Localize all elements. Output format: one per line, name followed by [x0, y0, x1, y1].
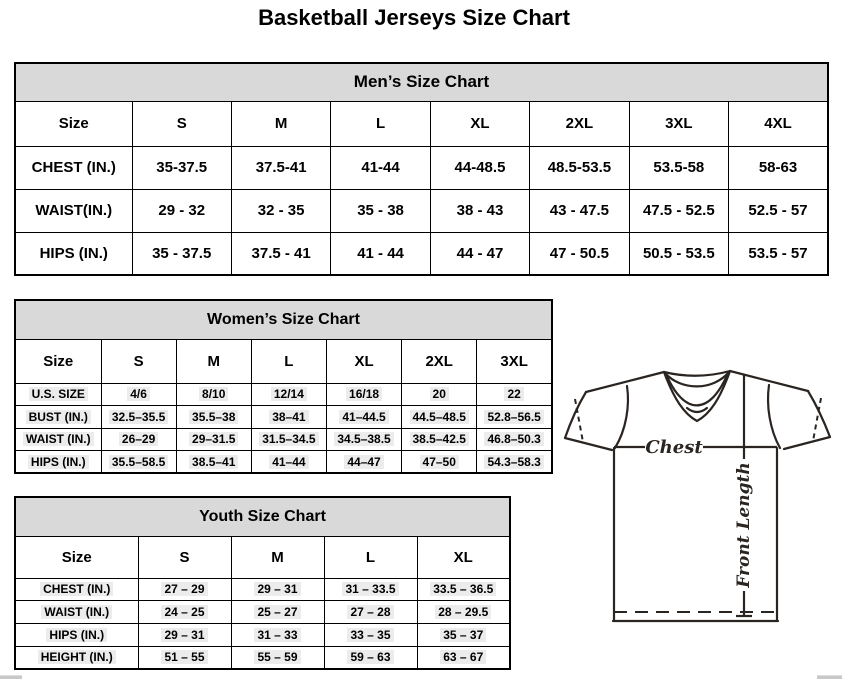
- size-range-cell: 35 - 38: [331, 189, 430, 232]
- size-column-header: M: [231, 101, 330, 146]
- size-column-header: S: [132, 101, 231, 146]
- size-range-cell: 16/18: [326, 383, 401, 406]
- size-column-header: XL: [417, 536, 510, 578]
- size-range-cell: 31.5–34.5: [251, 428, 326, 451]
- size-range-cell: 41–44: [251, 451, 326, 474]
- youth-table-title: Youth Size Chart: [15, 497, 510, 536]
- size-range-cell: 8/10: [176, 383, 251, 406]
- size-column-corner-header: Size: [15, 339, 101, 383]
- size-range-cell: 26–29: [101, 428, 176, 451]
- size-range-cell: 38.5–42.5: [402, 428, 477, 451]
- size-column-header: 3XL: [477, 339, 552, 383]
- scrollbar-fragment-left[interactable]: [0, 675, 22, 679]
- size-range-cell: 33 – 35: [324, 623, 417, 646]
- size-range-cell: 20: [402, 383, 477, 406]
- size-range-cell: 44-48.5: [430, 146, 529, 189]
- scrollbar-fragment-right[interactable]: [817, 675, 842, 679]
- size-range-cell: 4/6: [101, 383, 176, 406]
- size-range-cell: 47.5 - 52.5: [629, 189, 728, 232]
- size-range-cell: 63 – 67: [417, 646, 510, 669]
- size-range-cell: 29–31.5: [176, 428, 251, 451]
- size-range-cell: 29 – 31: [231, 578, 324, 601]
- mens-size-table: [14, 62, 829, 276]
- size-range-cell: 41 - 44: [331, 232, 430, 275]
- size-range-cell: 35 – 37: [417, 623, 510, 646]
- measurement-row: [15, 232, 828, 275]
- size-column-header: XL: [430, 101, 529, 146]
- jersey-outline: [565, 371, 830, 621]
- measurement-row-label: HIPS (IN.): [15, 232, 132, 275]
- size-column-header: S: [138, 536, 231, 578]
- right-cuff-dashed-line: [813, 398, 821, 441]
- table-title-row: [15, 300, 552, 339]
- size-range-cell: 51 – 55: [138, 646, 231, 669]
- size-column-header: 2XL: [530, 101, 629, 146]
- measurement-row: [15, 428, 552, 451]
- jersey-measurement-diagram: [556, 358, 843, 633]
- size-range-cell: 31 – 33.5: [324, 578, 417, 601]
- size-column-header: 4XL: [729, 101, 828, 146]
- size-column-header: S: [101, 339, 176, 383]
- size-range-cell: 35-37.5: [132, 146, 231, 189]
- size-range-cell: 34.5–38.5: [326, 428, 401, 451]
- measurement-row: [15, 601, 510, 624]
- size-range-cell: 44 - 47: [430, 232, 529, 275]
- column-header-row: [15, 101, 828, 146]
- size-range-cell: 48.5-53.5: [530, 146, 629, 189]
- size-column-header: M: [231, 536, 324, 578]
- size-range-cell: 44–47: [326, 451, 401, 474]
- measurement-row-label: CHEST (IN.): [15, 578, 138, 601]
- measurement-row-label: WAIST (IN.): [15, 428, 101, 451]
- measurement-row-label: HEIGHT (IN.): [15, 646, 138, 669]
- measurement-row: [15, 406, 552, 429]
- measurement-row: [15, 383, 552, 406]
- size-range-cell: 59 – 63: [324, 646, 417, 669]
- size-range-cell: 54.3–58.3: [477, 451, 552, 474]
- mens-table-title: Men’s Size Chart: [15, 63, 828, 101]
- size-range-cell: 32 - 35: [231, 189, 330, 232]
- size-range-cell: 29 - 32: [132, 189, 231, 232]
- size-range-cell: 44.5–48.5: [402, 406, 477, 429]
- size-column-corner-header: Size: [15, 536, 138, 578]
- size-range-cell: 41–44.5: [326, 406, 401, 429]
- measurement-row: [15, 623, 510, 646]
- measurement-row: [15, 646, 510, 669]
- size-range-cell: 55 – 59: [231, 646, 324, 669]
- measurement-row: [15, 189, 828, 232]
- size-column-header: L: [331, 101, 430, 146]
- size-range-cell: 37.5 - 41: [231, 232, 330, 275]
- measurement-row-label: WAIST (IN.): [15, 601, 138, 624]
- size-range-cell: 38.5–41: [176, 451, 251, 474]
- size-column-corner-header: Size: [15, 101, 132, 146]
- size-range-cell: 22: [477, 383, 552, 406]
- size-range-cell: 35 - 37.5: [132, 232, 231, 275]
- measurement-row-label: BUST (IN.): [15, 406, 101, 429]
- size-range-cell: 52.5 - 57: [729, 189, 828, 232]
- size-column-header: L: [324, 536, 417, 578]
- size-range-cell: 31 – 33: [231, 623, 324, 646]
- size-range-cell: 38–41: [251, 406, 326, 429]
- page-title: Basketball Jerseys Size Chart: [258, 5, 570, 30]
- table-title-row: [15, 63, 828, 101]
- size-range-cell: 28 – 29.5: [417, 601, 510, 624]
- size-range-cell: 47 - 50.5: [530, 232, 629, 275]
- size-range-cell: 29 – 31: [138, 623, 231, 646]
- size-range-cell: 24 – 25: [138, 601, 231, 624]
- size-range-cell: 41-44: [331, 146, 430, 189]
- womens-table-title: Women’s Size Chart: [15, 300, 552, 339]
- youth-size-table: [14, 496, 511, 670]
- size-range-cell: 47–50: [402, 451, 477, 474]
- measurement-row: [15, 578, 510, 601]
- size-range-cell: 58-63: [729, 146, 828, 189]
- size-range-cell: 25 – 27: [231, 601, 324, 624]
- size-range-cell: 53.5 - 57: [729, 232, 828, 275]
- size-range-cell: 43 - 47.5: [530, 189, 629, 232]
- size-column-header: XL: [326, 339, 401, 383]
- measurement-row: [15, 146, 828, 189]
- size-range-cell: 52.8–56.5: [477, 406, 552, 429]
- measurement-row-label: HIPS (IN.): [15, 451, 101, 474]
- womens-size-table: [14, 299, 553, 474]
- measurement-row: [15, 451, 552, 474]
- size-range-cell: 27 – 28: [324, 601, 417, 624]
- size-range-cell: 33.5 – 36.5: [417, 578, 510, 601]
- size-range-cell: 46.8–50.3: [477, 428, 552, 451]
- measurement-row-label: WAIST(IN.): [15, 189, 132, 232]
- size-range-cell: 35.5–38: [176, 406, 251, 429]
- chest-label: Chest: [645, 437, 703, 458]
- size-column-header: 3XL: [629, 101, 728, 146]
- size-range-cell: 38 - 43: [430, 189, 529, 232]
- size-range-cell: 35.5–58.5: [101, 451, 176, 474]
- front-length-label: Front Length: [734, 462, 754, 588]
- size-range-cell: 37.5-41: [231, 146, 330, 189]
- size-range-cell: 32.5–35.5: [101, 406, 176, 429]
- table-title-row: [15, 497, 510, 536]
- measurement-row-label: HIPS (IN.): [15, 623, 138, 646]
- size-range-cell: 27 – 29: [138, 578, 231, 601]
- size-column-header: L: [251, 339, 326, 383]
- column-header-row: [15, 536, 510, 578]
- column-header-row: [15, 339, 552, 383]
- measurement-row-label: U.S. SIZE: [15, 383, 101, 406]
- size-column-header: M: [176, 339, 251, 383]
- size-range-cell: 53.5-58: [629, 146, 728, 189]
- size-range-cell: 50.5 - 53.5: [629, 232, 728, 275]
- jersey-dashed-seams: [575, 398, 821, 612]
- size-column-header: 2XL: [402, 339, 477, 383]
- size-range-cell: 12/14: [251, 383, 326, 406]
- measurement-row-label: CHEST (IN.): [15, 146, 132, 189]
